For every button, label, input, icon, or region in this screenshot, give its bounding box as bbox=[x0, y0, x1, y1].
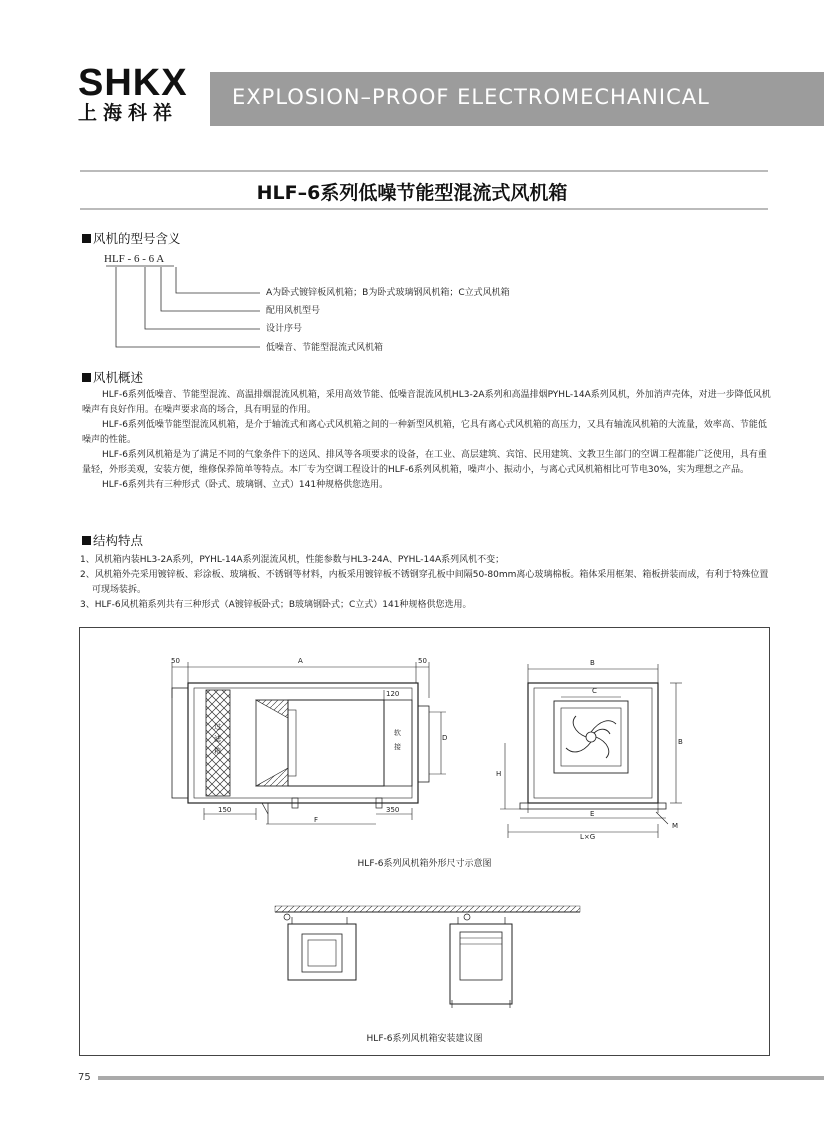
model-legend-4: 低噪音、节能型混流式风机箱 bbox=[266, 343, 384, 353]
banner-text: EXPLOSION–PROOF ELECTROMECHANICAL bbox=[232, 85, 710, 109]
soft-label: 软 bbox=[394, 729, 401, 737]
dim-label: 120 bbox=[386, 690, 400, 698]
page-number: 75 bbox=[78, 1072, 91, 1083]
dim-label: 50 bbox=[418, 657, 427, 665]
overview-body bbox=[82, 388, 772, 493]
dim-label: 150 bbox=[218, 806, 232, 814]
page-title: HLF–6系列低噪节能型混流式风机箱 bbox=[256, 182, 568, 204]
logo-chinese: 上海科祥 bbox=[78, 102, 179, 124]
title-rule-bottom bbox=[80, 208, 768, 210]
overview-paragraph: HLF-6系列低噪节能型混流风机箱，是介于轴流式和离心式风机箱之间的一种新型风机箱，它具有离心式风机箱的高压力，又具有轴流风机箱的大流量，效率高、节能低噪声的性能。 bbox=[82, 420, 767, 445]
overview-paragraph: HLF-6系列风机箱是为了满足不同的气象条件下的送风、排风等各项要求的设备，在工业、高层建筑、宾馆、民用建筑、文教卫生部门的空调工程都能广泛使用，具有重量轻，外形美观，安装方便，维修保养简单等特点。本厂专为空调工程设计的HLF-6系列风机箱，噪声小、振动小，与离心式风机箱相比可节电30%，实为理想之产品。 bbox=[82, 450, 767, 475]
model-legend-2: 配用风机型号 bbox=[266, 306, 321, 316]
section-structure-heading bbox=[82, 531, 143, 549]
structure-item: 2、风机箱外壳采用镀锌板、彩涂板、玻璃板、不锈钢等材料，内板采用镀锌板不锈钢穿孔板中间隔50-80mm离心玻璃棉板。箱体采用框架、箱板拼装而成，有利于特殊位置可现场装拆。 bbox=[80, 570, 769, 595]
structure-item: 3、HLF-6风机箱系列共有三种形式（A镀锌板卧式；B玻璃钢卧式；C立式）141种规格供您选用。 bbox=[80, 600, 472, 610]
logo-brand: SHKX bbox=[78, 62, 188, 104]
bullet-square bbox=[82, 373, 91, 382]
structure-item: 1、风机箱内装HL3-2A系列，PYHL-14A系列混流风机，性能参数与HL3-24A、PYHL-14A系列风机不变； bbox=[80, 555, 505, 565]
filter-label: 箱 bbox=[214, 747, 221, 755]
model-legend-1: A为卧式镀锌板风机箱；B为卧式玻璃钢风机箱；C立式风机箱 bbox=[266, 288, 510, 298]
section-overview-heading bbox=[82, 368, 143, 386]
footer-rule bbox=[98, 1076, 824, 1080]
dim-label: E bbox=[590, 810, 595, 818]
bullet-square bbox=[82, 234, 91, 243]
title-rule-top bbox=[80, 170, 768, 172]
dim-label: D bbox=[442, 734, 448, 742]
filter-label: 滤 bbox=[214, 735, 221, 743]
header-banner bbox=[210, 72, 824, 126]
diagram-drawing bbox=[80, 628, 769, 1055]
diagram-caption-top: HLF-6系列风机箱外形尺寸示意图 bbox=[357, 859, 492, 869]
dim-label: 50 bbox=[171, 657, 180, 665]
diagram-caption-bottom: HLF-6系列风机箱安装建议图 bbox=[366, 1034, 483, 1044]
diagram-box bbox=[79, 627, 770, 1056]
model-legend-3: 设计序号 bbox=[266, 324, 303, 334]
install-view bbox=[275, 906, 580, 1008]
filter-label: 过 bbox=[214, 723, 221, 731]
soft-label: 接 bbox=[394, 743, 401, 751]
overview-paragraph: HLF-6系列共有三种形式（卧式、玻璃钢、立式）141种规格供您选用。 bbox=[102, 480, 389, 490]
dim-label: M bbox=[672, 822, 679, 830]
overview-paragraph: HLF-6系列低噪音、节能型混流、高温排烟混流风机箱，采用高效节能、低噪音混流风机HL3-2A系列和高温排烟PYHL-14A系列风机，外加消声壳体，对进一步降低风机噪声有良好作用。在噪声要求高的场合，具有明显的作用。 bbox=[82, 390, 771, 415]
section-model-heading bbox=[82, 229, 181, 247]
dim-label: B bbox=[678, 738, 683, 746]
model-legend-lines bbox=[100, 262, 280, 352]
dim-label: C bbox=[592, 687, 597, 695]
model-code: HLF - 6 - 6 A bbox=[104, 253, 165, 265]
dim-label: A bbox=[298, 657, 303, 665]
section-structure-title: 结构特点 bbox=[93, 533, 144, 548]
dim-label: H bbox=[496, 770, 502, 778]
structure-list bbox=[80, 553, 772, 613]
section-overview-title: 风机概述 bbox=[93, 370, 144, 385]
section-model-title: 风机的型号含义 bbox=[93, 231, 181, 246]
company-logo bbox=[78, 64, 203, 126]
dim-label: B bbox=[590, 659, 595, 667]
dim-label: L×G bbox=[580, 833, 596, 841]
bullet-square bbox=[82, 536, 91, 545]
dim-label: F bbox=[314, 816, 319, 824]
dim-label: 350 bbox=[386, 806, 400, 814]
